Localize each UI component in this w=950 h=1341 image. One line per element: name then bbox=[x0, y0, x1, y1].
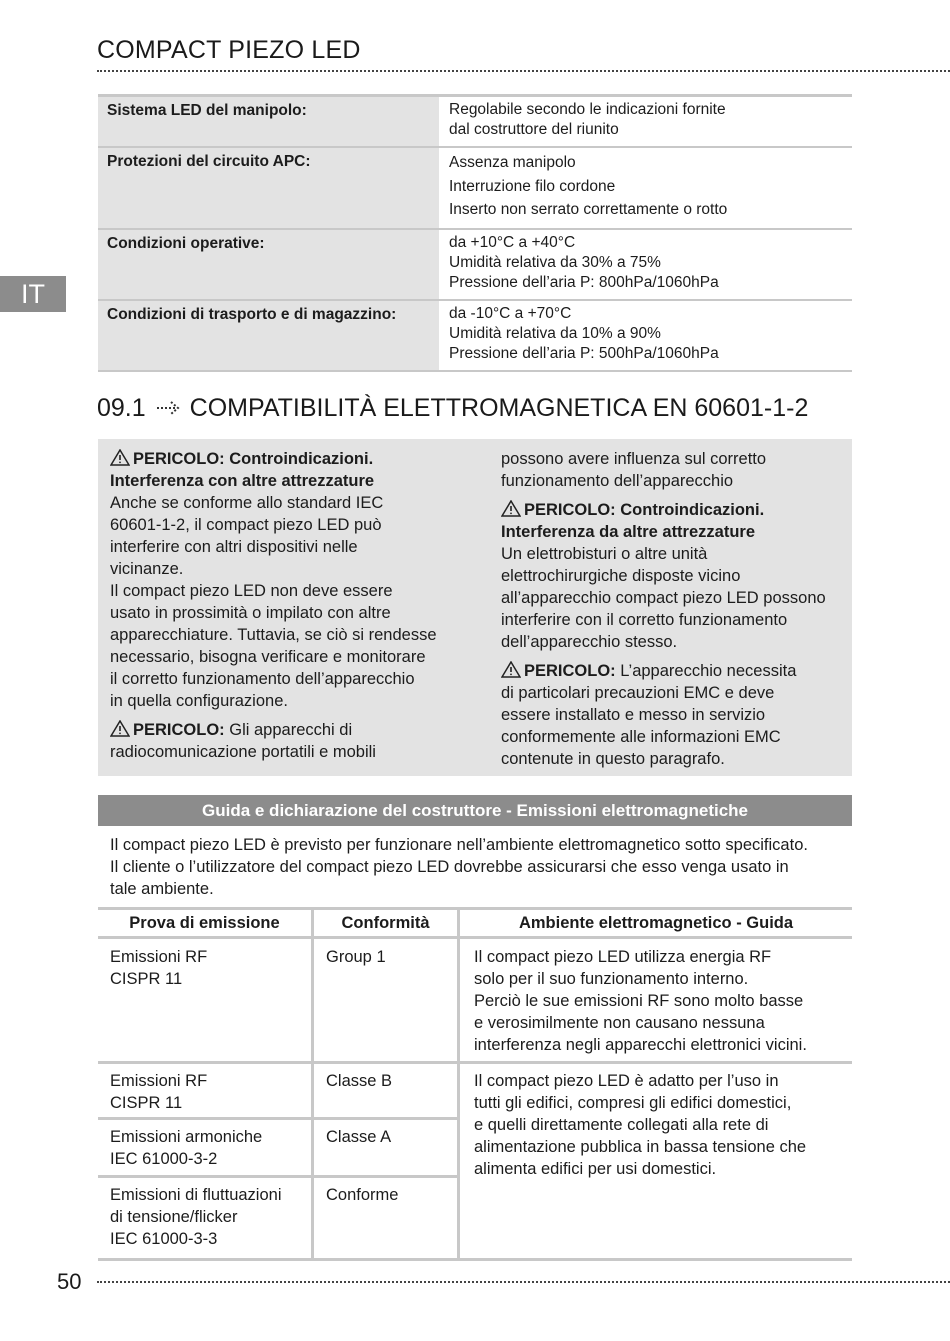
cell-line: CISPR 11 bbox=[110, 970, 183, 988]
spec-value-line: dal costruttore del riunito bbox=[449, 121, 619, 138]
warning-block bbox=[110, 448, 455, 712]
warning-subtitle: Interferenza da altre attrezzature bbox=[501, 523, 756, 541]
page-title: COMPACT PIEZO LED bbox=[97, 36, 361, 64]
warning-line: funzionamento dell’apparecchio bbox=[501, 472, 734, 490]
spec-label: Sistema LED del manipolo: bbox=[98, 97, 439, 146]
cell-line: tutti gli edifici, compresi gli edifici domestici, bbox=[474, 1094, 792, 1112]
cell-line: interferenza negli apparecchi elettronici vicini. bbox=[474, 1036, 807, 1054]
intro-line: tale ambiente. bbox=[110, 880, 214, 898]
warning-line: elettrochirurgiche disposte vicino bbox=[501, 567, 741, 585]
spec-table bbox=[98, 94, 852, 372]
warning-triangle-icon bbox=[110, 720, 130, 737]
cell-line: Emissioni RF bbox=[110, 1072, 208, 1090]
header-divider bbox=[97, 70, 950, 72]
warning-line: Il compact piezo LED non deve essere bbox=[110, 582, 393, 600]
table-row bbox=[98, 939, 852, 1064]
spec-row bbox=[98, 301, 852, 372]
warning-block bbox=[501, 660, 846, 770]
table-header-row bbox=[98, 910, 852, 939]
guide-cell bbox=[457, 1064, 852, 1258]
warning-block bbox=[501, 499, 846, 653]
conformity-cell: Classe A bbox=[314, 1120, 460, 1175]
emissions-banner: Guida e dichiarazione del costruttore - Emissioni elettromagnetiche bbox=[98, 795, 852, 826]
intro-line: Il cliente o l’utilizzatore del compact piezo LED dovrebbe assicurarsi che esso venga usato in bbox=[110, 858, 789, 876]
warning-triangle-icon bbox=[501, 500, 521, 517]
spec-value bbox=[439, 230, 852, 299]
spec-row bbox=[98, 148, 852, 230]
warning-column-left bbox=[110, 448, 455, 770]
row-group-left bbox=[98, 1064, 460, 1258]
spec-value-line: Pressione dell’aria P: 800hPa/1060hPa bbox=[449, 273, 719, 291]
conformity-cell: Conforme bbox=[314, 1178, 460, 1258]
warning-line: 60601-1-2, il compact piezo LED può bbox=[110, 516, 382, 534]
warning-line: all’apparecchio compact piezo LED possono bbox=[501, 589, 826, 607]
spec-value-line: Umidità relativa da 10% a 90% bbox=[449, 324, 661, 342]
table-row-group bbox=[98, 1064, 852, 1258]
page-number: 50 bbox=[57, 1269, 82, 1294]
spec-value-line: Regolabile secondo le indicazioni fornite bbox=[449, 101, 726, 118]
spec-value-line: Pressione dell’aria P: 500hPa/1060hPa bbox=[449, 344, 719, 362]
test-cell bbox=[98, 1120, 314, 1175]
spec-value bbox=[439, 148, 852, 228]
spec-value bbox=[439, 97, 852, 146]
emissions-table bbox=[98, 907, 852, 1261]
cell-line: Emissioni di fluttuazioni bbox=[110, 1186, 282, 1204]
spec-row bbox=[98, 230, 852, 301]
warning-inline-text: Gli apparecchi di bbox=[224, 721, 353, 739]
cell-line: Il compact piezo LED utilizza energia RF bbox=[474, 948, 772, 966]
warning-line: interferire con altri dispositivi nelle bbox=[110, 538, 358, 556]
warning-line: Un elettrobisturi o altre unità bbox=[501, 545, 708, 563]
warning-line: vicinanze. bbox=[110, 560, 184, 578]
spec-value-line: Umidità relativa da 30% a 75% bbox=[449, 253, 661, 271]
guide-cell bbox=[460, 939, 852, 1061]
warning-line: necessario, bisogna verificare e monitorare bbox=[110, 648, 426, 666]
spec-row bbox=[98, 97, 852, 148]
warning-line: in quella configurazione. bbox=[110, 692, 288, 710]
cell-line: di tensione/flicker bbox=[110, 1208, 238, 1226]
test-cell bbox=[98, 1178, 314, 1258]
cell-line: Perciò le sue emissioni RF sono molto basse bbox=[474, 992, 804, 1010]
cell-line: alimenta edifici per usi domestici. bbox=[474, 1160, 717, 1178]
warning-title: PERICOLO: Controindicazioni. bbox=[524, 501, 765, 519]
warning-column-right bbox=[501, 448, 846, 777]
warning-line: apparecchiature. Tuttavia, se ciò si rendesse bbox=[110, 626, 437, 644]
spec-label: Protezioni del circuito APC: bbox=[98, 148, 439, 228]
warning-line: usato in prossimità o impilato con altre bbox=[110, 604, 391, 622]
warning-block bbox=[110, 719, 455, 763]
test-cell bbox=[98, 939, 314, 1061]
warning-line: contenute in questo paragrafo. bbox=[501, 750, 725, 768]
footer-divider bbox=[97, 1281, 950, 1283]
language-tab: IT bbox=[0, 276, 66, 312]
cell-line: alimentazione pubblica in bassa tensione che bbox=[474, 1138, 807, 1156]
warning-line: conformemente alle informazioni EMC bbox=[501, 728, 781, 746]
intro-line: Il compact piezo LED è previsto per funzionare nell’ambiente elettromagnetico sotto specificato. bbox=[110, 836, 808, 854]
warning-subtitle: Interferenza con altre attrezzature bbox=[110, 472, 375, 490]
dotted-arrow-icon bbox=[156, 394, 182, 423]
warning-line: il corretto funzionamento dell’apparecchio bbox=[110, 670, 415, 688]
warning-title: PERICOLO: bbox=[133, 721, 225, 739]
spec-label: Condizioni di trasporto e di magazzino: bbox=[98, 301, 439, 370]
warning-triangle-icon bbox=[501, 661, 521, 678]
warning-box bbox=[98, 439, 852, 776]
warning-line: di particolari precauzioni EMC e deve bbox=[501, 684, 775, 702]
cell-line: CISPR 11 bbox=[110, 1094, 183, 1112]
section-heading bbox=[97, 394, 808, 423]
spec-value-line: Assenza manipolo bbox=[449, 154, 576, 171]
warning-triangle-icon bbox=[110, 449, 130, 466]
cell-line: solo per il suo funzionamento interno. bbox=[474, 970, 749, 988]
spec-label: Condizioni operative: bbox=[98, 230, 439, 299]
spec-value-line: Interruzione filo cordone bbox=[449, 177, 616, 195]
warning-line: possono avere influenza sul corretto bbox=[501, 450, 767, 468]
cell-line: Emissioni RF bbox=[110, 948, 208, 966]
cell-line: IEC 61000-3-3 bbox=[110, 1230, 218, 1248]
warning-line: dell’apparecchio stesso. bbox=[501, 633, 678, 651]
column-header: Ambiente elettromagnetico - Guida bbox=[518, 914, 794, 932]
spec-value-line: Inserto non serrato correttamente o rotto bbox=[449, 201, 728, 218]
warning-line: radiocomunicazione portatili e mobili bbox=[110, 743, 376, 761]
warning-title: PERICOLO: Controindicazioni. bbox=[133, 450, 374, 468]
cell-line: IEC 61000-3-2 bbox=[110, 1150, 218, 1168]
warning-continuation bbox=[501, 448, 846, 492]
column-header: Prova di emissione bbox=[98, 910, 314, 936]
warning-title: PERICOLO: bbox=[524, 662, 616, 680]
table-row bbox=[98, 1178, 460, 1258]
spec-value-line: da -10°C a +70°C bbox=[449, 304, 572, 322]
cell-line: Il compact piezo LED è adatto per l’uso in bbox=[474, 1072, 779, 1090]
table-row bbox=[98, 1064, 460, 1120]
table-row bbox=[98, 1120, 460, 1178]
warning-inline-text: L’apparecchio necessita bbox=[615, 662, 797, 680]
cell-line: Emissioni armoniche bbox=[110, 1128, 263, 1146]
section-number: 09.1 bbox=[97, 394, 146, 422]
cell-line: e quelli direttamente collegati alla rete di bbox=[474, 1116, 769, 1134]
spec-value bbox=[439, 301, 852, 370]
warning-line: interferire con il corretto funzionamento bbox=[501, 611, 788, 629]
section-title: COMPATIBILITÀ ELETTROMAGNETICA EN 60601-1-2 bbox=[189, 394, 809, 422]
warning-line: essere installato e messo in servizio bbox=[501, 706, 766, 724]
column-header: Conformità bbox=[314, 910, 460, 936]
conformity-cell: Classe B bbox=[314, 1064, 460, 1117]
spec-value-line: da +10°C a +40°C bbox=[449, 233, 576, 251]
warning-line: Anche se conforme allo standard IEC bbox=[110, 494, 384, 512]
conformity-cell: Group 1 bbox=[314, 939, 460, 1061]
emissions-intro bbox=[110, 834, 850, 900]
test-cell bbox=[98, 1064, 314, 1117]
cell-line: e verosimilmente non causano nessuna bbox=[474, 1014, 765, 1032]
